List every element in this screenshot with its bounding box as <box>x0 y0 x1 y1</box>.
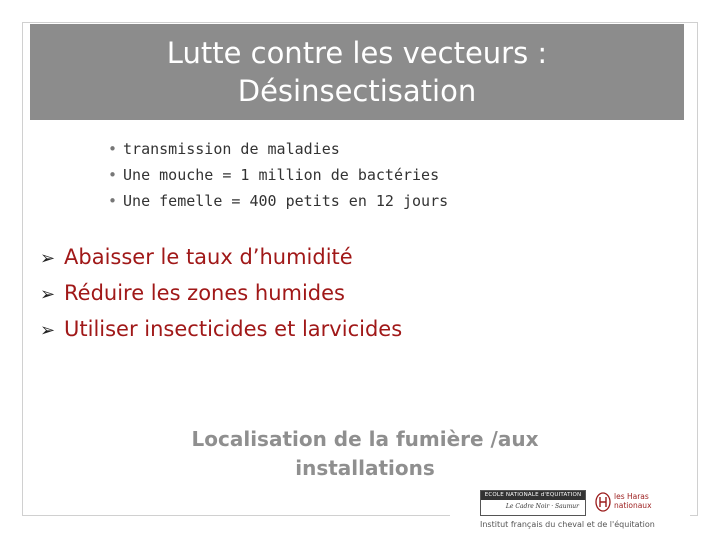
sub-bullet-text: Une femelle = 400 petits en 12 jours <box>123 192 449 210</box>
main-bullet-item <box>40 239 402 275</box>
sub-bullet-text: transmission de maladies <box>123 140 340 158</box>
main-bullet-list <box>40 239 402 347</box>
footer-logos <box>450 486 690 536</box>
location-note <box>140 425 590 483</box>
ecole-logo-name: ECOLE NATIONALE d'EQUITATION <box>481 491 585 500</box>
main-bullet-item <box>40 311 402 347</box>
haras-logo-text <box>614 492 674 510</box>
main-bullet-text: Utiliser insecticides et larvicides <box>64 317 403 341</box>
institut-logo-text: Institut français du cheval et de l'équitation <box>480 520 655 529</box>
haras-emblem-icon <box>595 492 611 512</box>
main-bullet-text: Réduire les zones humides <box>64 281 345 305</box>
arrow-bullet-icon: ➢ <box>40 284 56 305</box>
haras-logo-line-1: les Haras <box>614 492 649 501</box>
haras-logo-line-2: nationaux <box>614 501 652 510</box>
sub-bullet-item <box>108 162 448 188</box>
slide-title-line-2: Désinsectisation <box>237 74 477 108</box>
arrow-bullet-icon: ➢ <box>40 248 56 269</box>
location-note-line-1: Localisation de la fumière /aux <box>191 427 539 451</box>
bullet-dot-icon: • <box>108 166 118 184</box>
sub-bullet-item <box>108 136 448 162</box>
sub-bullet-item <box>108 188 448 214</box>
arrow-bullet-icon: ➢ <box>40 320 56 341</box>
location-note-line-2: installations <box>295 456 435 480</box>
ecole-logo-subtitle: Le Cadre Noir · Saumur <box>505 503 579 510</box>
main-bullet-item <box>40 275 402 311</box>
slide-title <box>30 24 684 120</box>
slide-title-line-1: Lutte contre les vecteurs : <box>166 36 548 70</box>
ecole-nationale-logo <box>480 490 586 516</box>
sub-bullet-text: Une mouche = 1 million de bactéries <box>123 166 440 184</box>
bullet-dot-icon: • <box>108 192 118 210</box>
sub-bullet-list <box>108 136 448 214</box>
main-bullet-text: Abaisser le taux d’humidité <box>64 245 353 269</box>
bullet-dot-icon: • <box>108 140 118 158</box>
